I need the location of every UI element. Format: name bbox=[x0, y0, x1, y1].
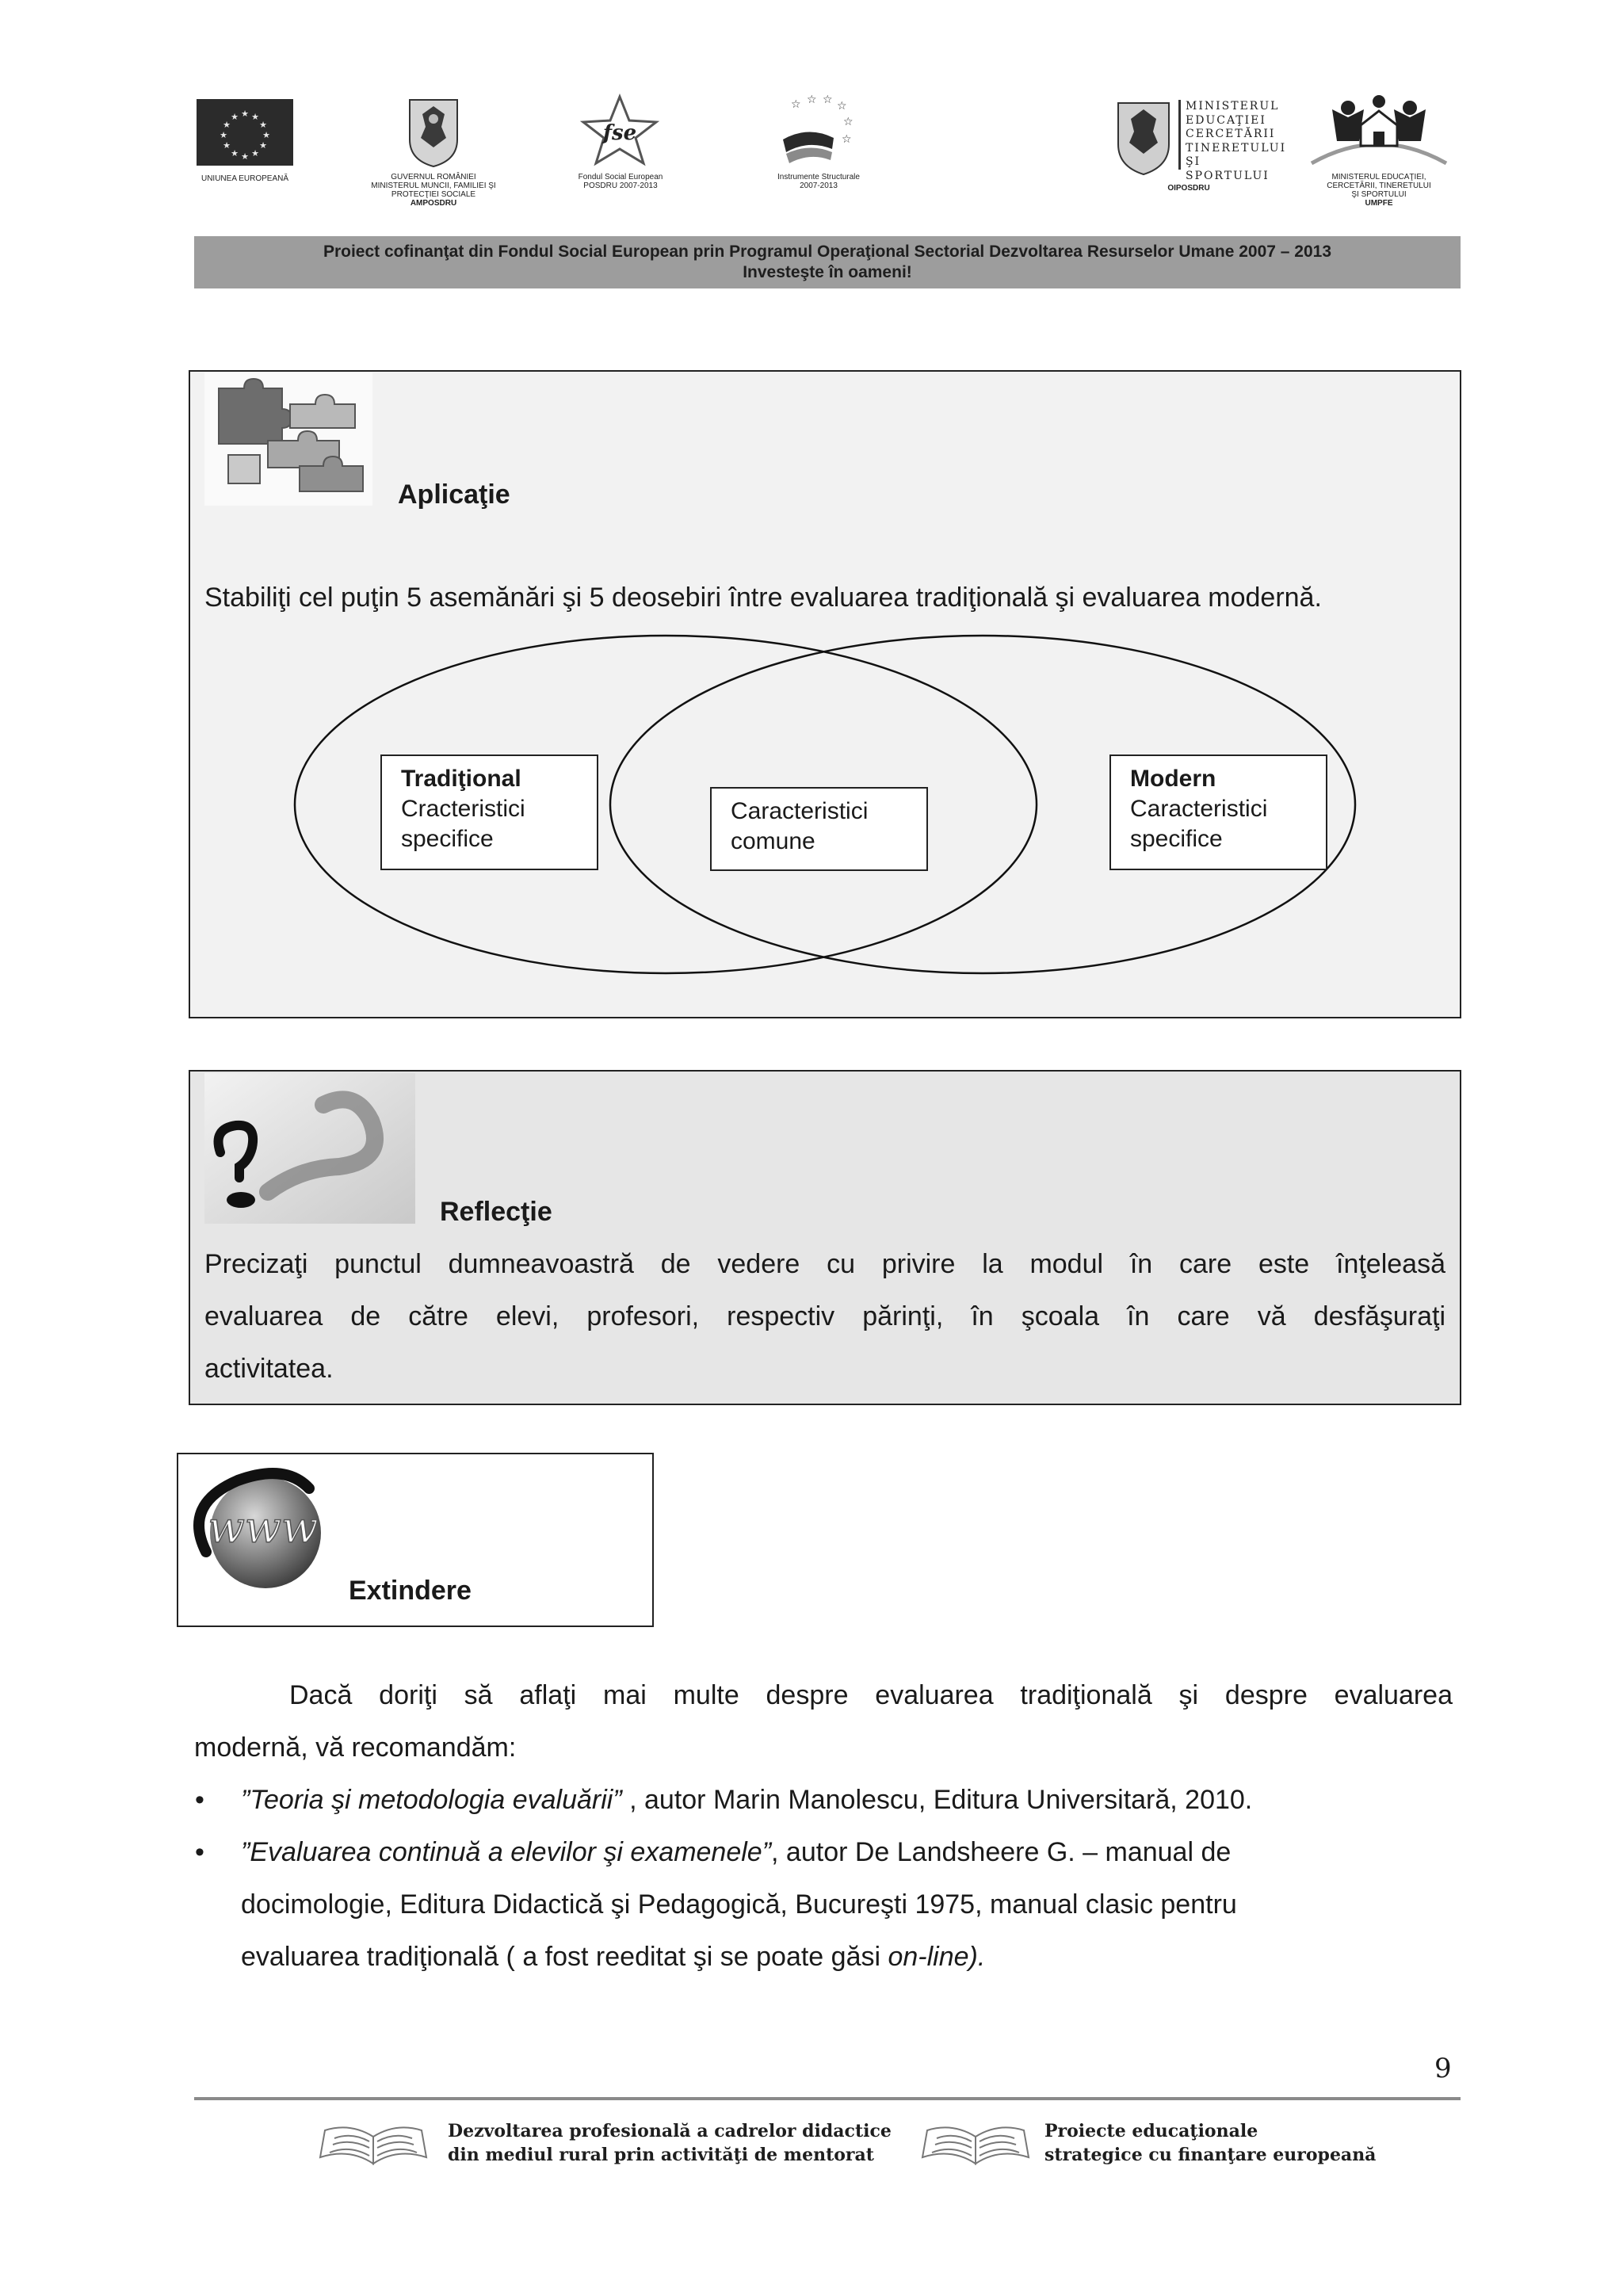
eu-flag-icon bbox=[197, 99, 293, 166]
romanian-crest-icon bbox=[407, 95, 460, 168]
venn-modern-box bbox=[1109, 755, 1327, 870]
svg-text:☆: ☆ bbox=[843, 116, 854, 128]
venn-modern-line2: specifice bbox=[1130, 826, 1223, 852]
umpfe-icon bbox=[1304, 94, 1454, 170]
reflectie-title: Reflecţie bbox=[440, 1197, 552, 1227]
open-book-icon-right bbox=[916, 2116, 1035, 2173]
svg-text:★: ★ bbox=[220, 130, 227, 140]
oiposdru-caption: OIPOSDRU bbox=[1167, 184, 1210, 193]
project-banner bbox=[194, 236, 1461, 288]
svg-text:★: ★ bbox=[241, 151, 249, 162]
venn-modern-title: Modern bbox=[1130, 766, 1216, 792]
reflectie-line3: activitatea. bbox=[204, 1354, 334, 1384]
venn-modern-line1: Caracteristici bbox=[1130, 796, 1268, 822]
svg-text:☆: ☆ bbox=[807, 94, 817, 106]
book-item-2-rest: , autor De Landsheere G. – manual de bbox=[771, 1837, 1232, 1867]
question-mark-icon bbox=[204, 1073, 415, 1224]
svg-text:www: www bbox=[208, 1503, 319, 1553]
venn-traditional-line1: Cracteristici bbox=[401, 796, 525, 822]
extindere-title: Extindere bbox=[349, 1576, 472, 1606]
fse-star-icon bbox=[580, 94, 659, 166]
svg-text:★: ★ bbox=[259, 140, 267, 151]
book-item-2 bbox=[241, 1837, 1231, 1868]
svg-text:★: ★ bbox=[262, 130, 270, 140]
footer-rule bbox=[194, 2097, 1461, 2100]
footer-left-text: Dezvoltarea profesională a cadrelor didactice din mediul rural prin activităţi de mentorat bbox=[448, 2121, 892, 2165]
banner-line2: Investeşte în oameni! bbox=[743, 263, 912, 281]
svg-text:★: ★ bbox=[223, 120, 231, 130]
book-item-2-line2: docimologie, Editura Didactică şi Pedagogică, Bucureşti 1975, manual clasic pentru bbox=[241, 1889, 1237, 1920]
aplicatie-title: Aplicaţie bbox=[398, 479, 510, 510]
venn-traditional-box bbox=[380, 755, 598, 870]
svg-text:★: ★ bbox=[231, 112, 239, 122]
svg-text:☆: ☆ bbox=[842, 133, 852, 146]
bullet-dot-2: • bbox=[195, 1837, 204, 1867]
gov-caption: GUVERNUL ROMÂNIEI MINISTERUL MUNCII, FAMILIEI ŞI PROTECŢIEI SOCIALE AMPOSDRU bbox=[371, 173, 496, 208]
banner-line1: Proiect cofinanţat din Fondul Social European prin Programul Operaţional Sectorial Dezvoltarea Resurselor Umane 2007 – 2013 bbox=[323, 243, 1332, 261]
svg-text:fse: fse bbox=[602, 121, 637, 145]
ministry-title: MINISTERUL EDUCAŢIEI CERCETĂRII TINERETULUI ŞI SPORTULUI bbox=[1186, 100, 1287, 182]
footer-right-text: Proiecte educaţionale strategice cu finanţare europeană bbox=[1044, 2121, 1377, 2165]
umpfe-caption: MINISTERUL EDUCAŢIEI, CERCETĂRII, TINERETULUI ŞI SPORTULUI UMPFE bbox=[1327, 173, 1431, 208]
extindere-intro-line1: Dacă doriţi să aflaţi mai multe despre evaluarea tradiţională şi despre evaluarea bbox=[289, 1680, 1453, 1710]
svg-text:★: ★ bbox=[223, 140, 231, 151]
svg-text:★: ★ bbox=[241, 109, 249, 119]
eu-caption: UNIUNEA EUROPEANĂ bbox=[200, 174, 289, 183]
svg-text:★: ★ bbox=[251, 148, 259, 159]
svg-text:★: ★ bbox=[231, 148, 239, 159]
venn-traditional-title: Tradiţional bbox=[401, 766, 521, 792]
page-number: 9 bbox=[1434, 2053, 1452, 2084]
puzzle-icon bbox=[204, 372, 372, 506]
venn-common-line1: Caracteristici bbox=[731, 798, 869, 824]
open-book-icon-left bbox=[314, 2116, 433, 2173]
ministry-divider bbox=[1178, 100, 1181, 170]
svg-text:☆: ☆ bbox=[823, 94, 833, 106]
book-item-1 bbox=[241, 1785, 1252, 1816]
reflectie-line1: Precizaţi punctul dumneavoastră de vedere cu privire la modul în care este înţeleasă bbox=[204, 1249, 1445, 1279]
book-item-2-line3: evaluarea tradiţională ( a fost reeditat şi se poate găsi on-line). bbox=[241, 1942, 986, 1972]
svg-text:★: ★ bbox=[251, 112, 259, 122]
www-globe-icon bbox=[190, 1457, 341, 1599]
book-item-1-rest: , autor Marin Manolescu, Editura Universitară, 2010. bbox=[621, 1785, 1253, 1815]
svg-text:☆: ☆ bbox=[791, 98, 801, 111]
venn-traditional-line2: specifice bbox=[401, 826, 494, 852]
fse-caption: Fondul Social European POSDRU 2007-2013 bbox=[578, 173, 663, 190]
book-item-1-title: ”Teoria şi metodologia evaluării” bbox=[241, 1785, 622, 1815]
svg-text:☆: ☆ bbox=[837, 100, 847, 113]
venn-common-box bbox=[710, 787, 928, 871]
venn-common-line2: comune bbox=[731, 828, 815, 854]
si-caption: Instrumente Structurale 2007-2013 bbox=[777, 173, 860, 190]
bullet-dot-1: • bbox=[195, 1785, 204, 1815]
aplicatie-instruction: Stabiliţi cel puţin 5 asemănări şi 5 deosebiri între evaluarea tradiţională şi evaluarea modernă. bbox=[204, 583, 1322, 613]
extindere-intro-line2: modernă, vă recomandăm: bbox=[194, 1733, 517, 1763]
reflectie-line2: evaluarea de către elevi, profesori, respectiv părinţi, în şcoala în care vă desfăşuraţi bbox=[204, 1301, 1445, 1331]
structural-instruments-icon bbox=[777, 94, 856, 170]
svg-text:★: ★ bbox=[259, 120, 267, 130]
ministry-crest-icon bbox=[1113, 97, 1174, 176]
book-item-2-title: ”Evaluarea continuă a elevilor şi examenele” bbox=[241, 1837, 772, 1867]
